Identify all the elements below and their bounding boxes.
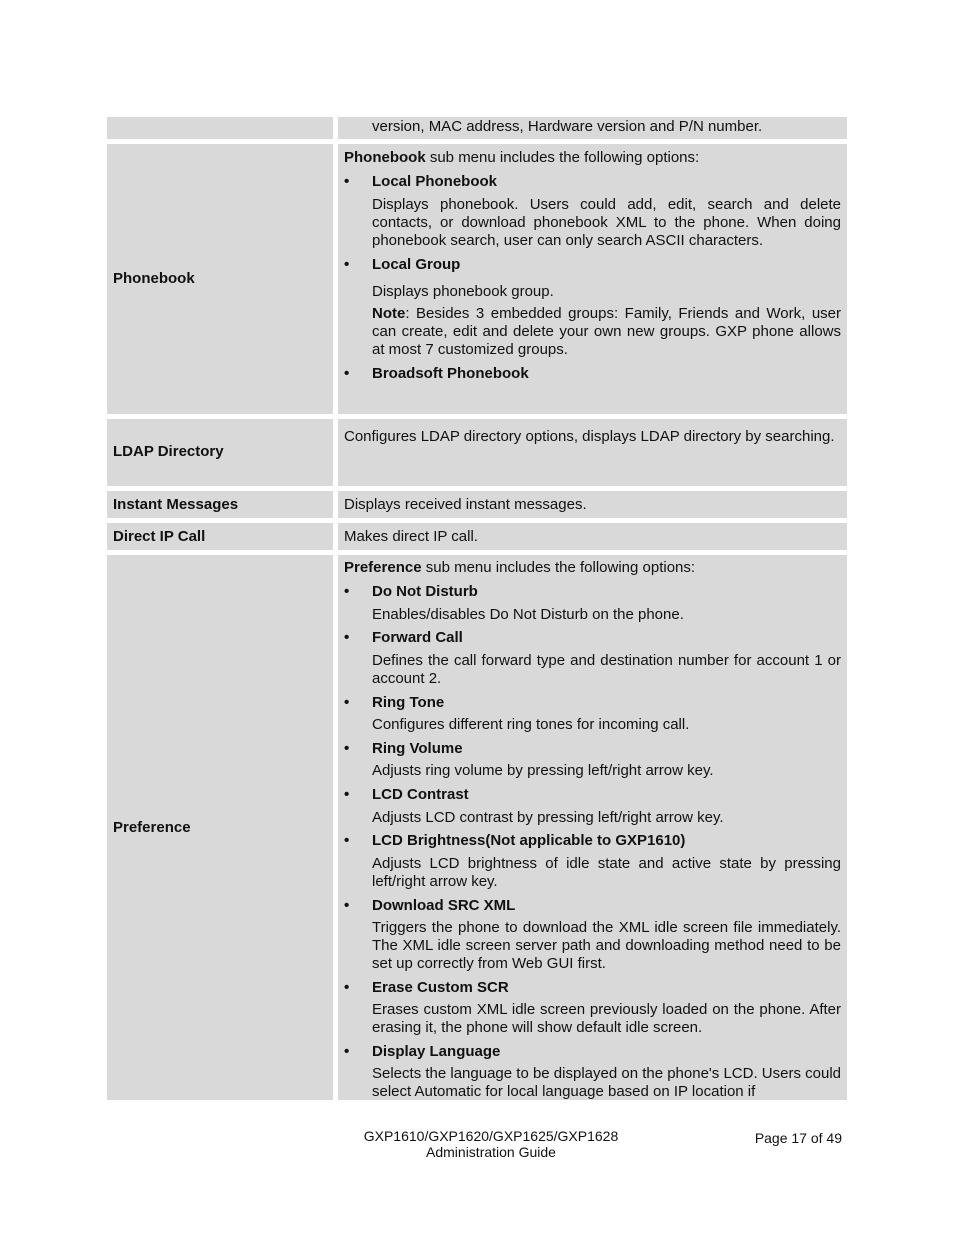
table-cell-text: version, MAC address, Hardware version and P/N number. <box>372 118 763 135</box>
page-number: Page 17 of 49 <box>754 1130 842 1146</box>
bullet-icon: • <box>344 832 350 849</box>
note-text: Note: Besides 3 embedded groups: Family, Friends and Work, user can create, edit and delete your own new groups. GXP phone allows at most 7 customized groups. <box>372 305 841 358</box>
bullet-icon: • <box>344 1043 350 1060</box>
bullet-icon: • <box>344 173 350 190</box>
table-row: Phonebook Phonebook sub menu includes the following options: • Local Phonebook Displays phonebook. Users could add, edit, search and delete contacts, or download phonebook XML to the phone. When doing phonebook search, user can only search ASCII characters. • Local Group Displays phonebook group. Note: Besides 3 embedded groups: Family, Friends and Work, user can create, edit and delete your own new groups. GXP phone allows at most 7 customized groups. • Broadsoft Phonebook <box>107 144 847 414</box>
list-item: • Ring Volume <box>344 740 463 757</box>
list-item: • LCD Contrast <box>344 786 469 803</box>
bullet-icon: • <box>344 256 350 273</box>
footer-doc-title: GXP1610/GXP1620/GXP1625/GXP1628 Administration Guide <box>363 1128 619 1160</box>
list-item: • Display Language <box>344 1043 501 1060</box>
list-item: • Erase Custom SCR <box>344 979 509 996</box>
bullet-icon: • <box>344 786 350 803</box>
bullet-icon: • <box>344 740 350 757</box>
bullet-icon: • <box>344 365 350 382</box>
table-row <box>107 117 847 139</box>
bullet-icon: • <box>344 629 350 646</box>
list-item: • Download SRC XML <box>344 897 516 914</box>
row-label: LDAP Directory <box>113 443 224 460</box>
table-row: Preference Preference sub menu includes the following options: • Do Not Disturb Enables/disables Do Not Disturb on the phone. • Forward Call Defines the call forward type and destination number for account 1 or account 2. • Ring Tone Configures different ring tones for incoming call. • Ring Volume Adjusts ring volume by pressing left/right arrow key. • LCD Contrast Adjusts LCD contrast by pressing left/right arrow key. • LCD Brightness(Not applicable to GXP1610) Adjusts LCD brightness of idle state and active state by pressing left/right arrow key. • Download SRC XML Triggers the phone to download the XML idle screen file immediately. The XML idle screen server path and downloading method need to be set up correctly from Web GUI first. • Erase Custom SCR Erases custom XML idle screen previously loaded on the phone. After erasing it, the phone will show default idle screen. • Display Language Selects the language to be displayed on the phone's LCD. Users could select Automatic for local language based on IP location if <box>107 555 847 1100</box>
row-label: Instant Messages <box>113 496 239 513</box>
list-item: • Forward Call <box>344 629 463 646</box>
row-label: Preference <box>113 819 191 836</box>
bullet-icon: • <box>344 897 350 914</box>
bullet-icon: • <box>344 583 350 600</box>
table-row: Direct IP Call Makes direct IP call. <box>107 523 847 550</box>
list-item: • Ring Tone <box>344 694 445 711</box>
table-row: LDAP Directory Configures LDAP directory options, displays LDAP directory by searching. <box>107 419 847 486</box>
list-item: • Do Not Disturb <box>344 583 478 600</box>
row-label: Phonebook <box>113 270 195 287</box>
list-item: • Broadsoft Phonebook <box>344 365 529 382</box>
table-row: Instant Messages Displays received instant messages. <box>107 491 847 518</box>
list-item: • Local Phonebook <box>344 173 498 190</box>
bullet-icon: • <box>344 979 350 996</box>
list-item: • Local Group <box>344 256 461 273</box>
bullet-icon: • <box>344 694 350 711</box>
row-label: Direct IP Call <box>113 528 206 545</box>
list-item: • LCD Brightness(Not applicable to GXP1610) <box>344 832 686 849</box>
